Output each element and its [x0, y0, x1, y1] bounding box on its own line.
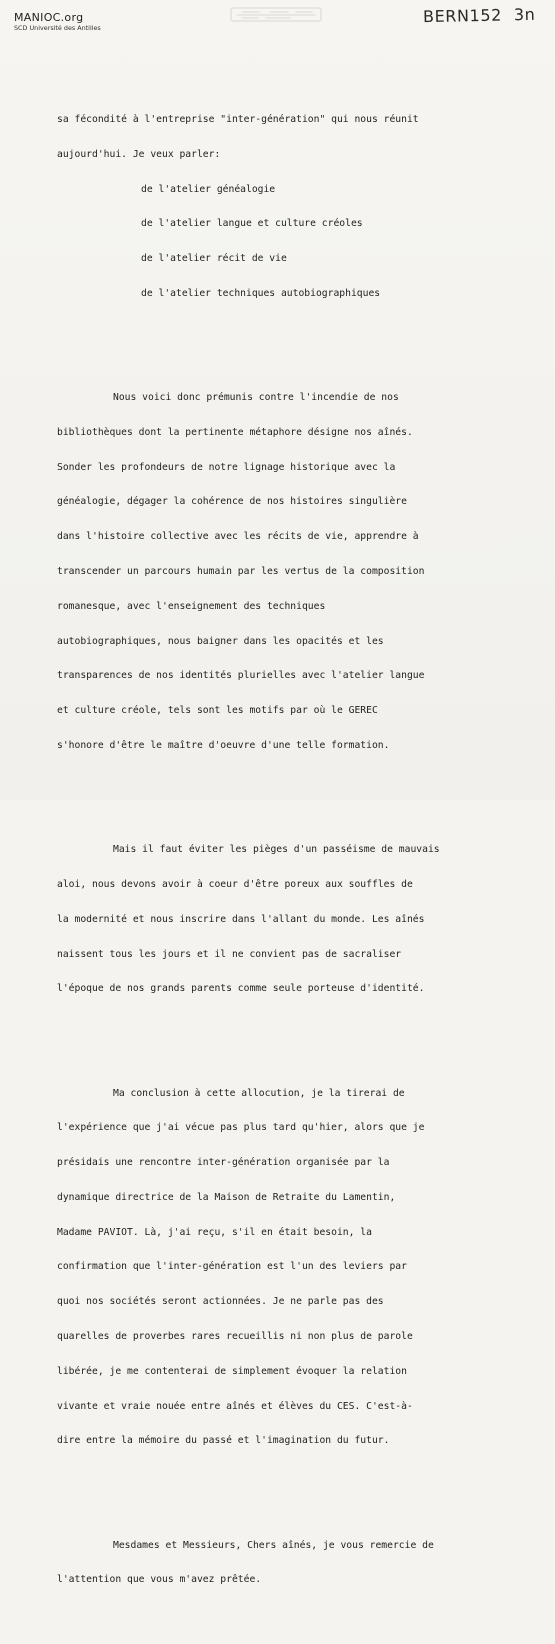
paragraph-conclusion [57, 1064, 502, 1470]
faded-stamp [230, 6, 322, 24]
paragraph-line: aloi, nous devons avoir à coeur d'être poreux aux souffles de [57, 878, 413, 890]
paragraph-line: l'époque de nos grands parents comme seule porteuse d'identité. [57, 983, 425, 995]
workshop-item: de l'atelier généalogie [141, 183, 276, 195]
paragraph-line: dire entre la mémoire du passé et l'imagination du futur. [57, 1435, 390, 1447]
paragraph-line: Sonder les profondeurs de notre lignage historique avec la [57, 461, 396, 473]
paragraph-line: dans l'histoire collective avec les récits de vie, apprendre à [57, 531, 419, 543]
intro-paragraph [57, 91, 502, 323]
typed-letter-body [57, 56, 502, 1644]
paragraph-line: romanesque, avec l'enseignement des techniques [57, 600, 326, 612]
page-mark: 3n [513, 4, 536, 25]
paragraph-line: et culture créole, tels sont les motifs par où le GEREC [57, 705, 378, 717]
paragraph-thanks [57, 1516, 502, 1609]
paragraph-line: généalogie, dégager la cohérence de nos histoires singulière [57, 496, 407, 508]
paragraph-line: dynamique directrice de la Maison de Retraite du Lamentin, [57, 1191, 396, 1203]
manioc-logo [14, 12, 134, 32]
paragraph-line: Mesdames et Messieurs, Chers aînés, je vous remercie de [113, 1539, 434, 1551]
paragraph-line: Nous voici donc prémunis contre l'incendie de nos [113, 392, 399, 404]
paragraph-line: bibliothèques dont la pertinente métaphore désigne nos aînés. [57, 426, 413, 438]
paragraph-line: vivante et vraie nouée entre aînés et élèves du CES. C'est-à- [57, 1400, 413, 1412]
paragraph-line: l'expérience que j'ai vécue pas plus tard qu'hier, alors que je [57, 1122, 425, 1134]
paragraph-line: transcender un parcours humain par les vertus de la composition [57, 566, 425, 578]
logo-subtitle: SCD Université des Antilles [14, 24, 101, 32]
paragraph-line: l'attention que vous m'avez prêtée. [57, 1574, 262, 1586]
paragraph-line: autobiographiques, nous baigner dans les opacités et les [57, 635, 384, 647]
paragraph-line: Ma conclusion à cette allocution, je la tirerai de [113, 1087, 405, 1099]
paragraph-line: libérée, je me contenterai de simplement évoquer la relation [57, 1365, 407, 1377]
paragraph-line: la modernité et nous inscrire dans l'allant du monde. Les aînés [57, 913, 425, 925]
workshop-item: de l'atelier récit de vie [141, 253, 287, 265]
workshop-item: de l'atelier langue et culture créoles [141, 218, 363, 230]
logo-brand: MANIOC.org [14, 11, 84, 24]
paragraph-line: quarelles de proverbes rares recueillis ni non plus de parole [57, 1331, 413, 1343]
paragraph-libraries [57, 369, 502, 775]
paragraph-line: confirmation que l'inter-génération est l'un des leviers par [57, 1261, 407, 1273]
workshop-item: de l'atelier techniques autobiographiques [141, 287, 381, 299]
intro-line: sa fécondité à l'entreprise "inter-génération" qui nous réunit [57, 113, 419, 125]
paragraph-line: Madame PAVIOT. Là, j'ai reçu, s'il en était besoin, la [57, 1226, 372, 1238]
paragraph-line: s'honore d'être le maître d'oeuvre d'une telle formation. [57, 739, 390, 751]
intro-line: aujourd'hui. Je veux parler: [57, 148, 221, 160]
paragraph-line: Mais il faut éviter les pièges d'un passéisme de mauvais [113, 844, 440, 856]
archive-reference [423, 6, 536, 26]
paragraph-line: naissent tous les jours et il ne convient pas de sacraliser [57, 948, 402, 960]
paragraph-line: présidais une rencontre inter-génération organisée par la [57, 1157, 390, 1169]
paragraph-modernity [57, 821, 502, 1018]
paragraph-line: transparences de nos identités plurielles avec l'atelier langue [57, 670, 425, 682]
paragraph-line: quoi nos sociétés seront actionnées. Je ne parle pas des [57, 1296, 384, 1308]
archive-code: BERN152 [422, 5, 503, 27]
